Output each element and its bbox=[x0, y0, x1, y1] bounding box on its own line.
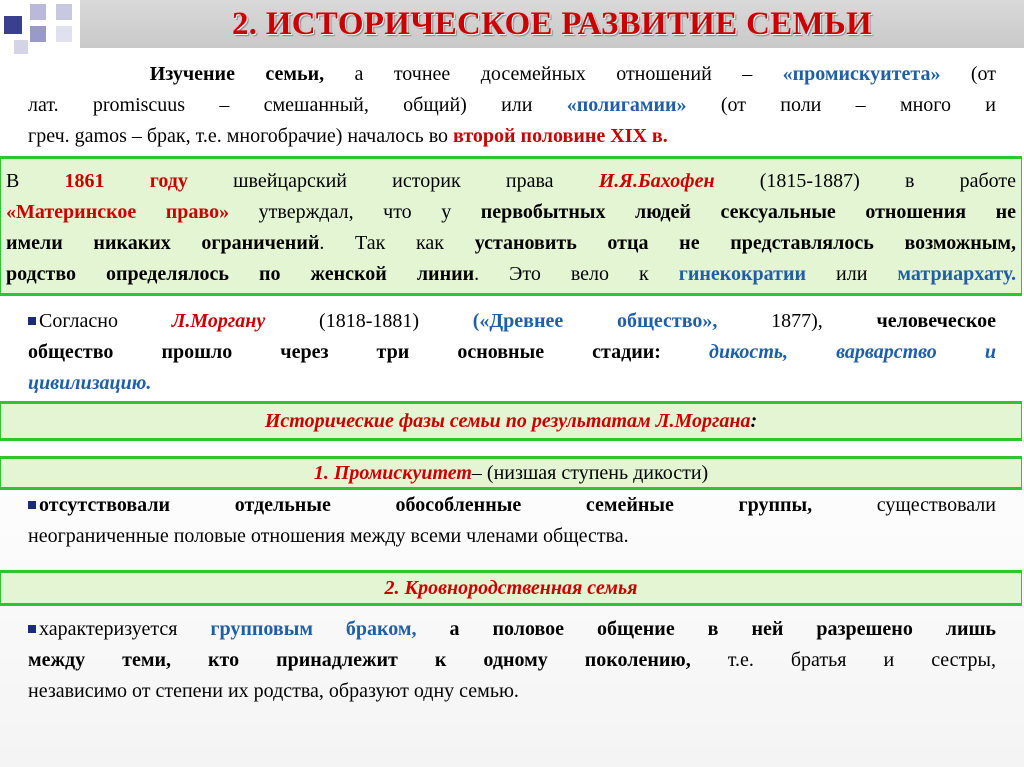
phase2-line-2 bbox=[28, 645, 996, 676]
intro-term-study: Изучение семьи, bbox=[149, 63, 325, 85]
intro-text: лат. promiscuus – смешанный, общий) или bbox=[28, 94, 567, 116]
bachofen-line-4 bbox=[6, 259, 1016, 290]
phases-header-colon: : bbox=[750, 409, 758, 432]
phase1-subtitle: – (низшая ступень дикости) bbox=[471, 461, 709, 484]
bachofen-text: В bbox=[6, 170, 65, 192]
bachofen-text: швейцарский историк права bbox=[187, 170, 599, 192]
bachofen-bold: первобытных людей сексуальные отношения не bbox=[480, 201, 1016, 223]
intro-text: (от bbox=[940, 63, 997, 85]
bachofen-line-1 bbox=[6, 166, 1016, 197]
phase1-text: неограниченные половые отношения между всеми членами общества. bbox=[28, 525, 629, 547]
morgan-stages: дикость, варварство и bbox=[709, 341, 996, 363]
morgan-text: 1877), bbox=[717, 310, 877, 332]
intro-text: а точнее досемейных отношений – bbox=[324, 63, 783, 85]
bachofen-name: И.Я.Бахофен bbox=[598, 170, 715, 192]
bachofen-work: «Материнское право» bbox=[6, 201, 230, 223]
phase2-term-group-marriage: групповым браком, bbox=[210, 618, 417, 640]
bachofen-line-3 bbox=[6, 228, 1016, 259]
phase2-text: характеризуется bbox=[39, 618, 211, 640]
phase1-title: 1. Промискуитет bbox=[313, 461, 472, 484]
bachofen-bold: установить отца не представлялось возможным, bbox=[474, 232, 1017, 254]
bachofen-term-gynecocracy: гинекократии bbox=[678, 263, 807, 285]
bullet-icon bbox=[28, 625, 36, 633]
phase1-line-1 bbox=[28, 490, 996, 521]
bachofen-line-2 bbox=[6, 197, 1016, 228]
bachofen-text: . Так как bbox=[319, 232, 475, 254]
morgan-space bbox=[661, 341, 709, 363]
bachofen-term-matriarchy: матриархату. bbox=[897, 263, 1016, 285]
morgan-line-2 bbox=[28, 337, 996, 368]
phases-header bbox=[0, 401, 1022, 441]
phase2-title: 2. Кровнородственная семья bbox=[384, 576, 638, 599]
phase1-bold: отсутствовали отдельные обособленные семейные группы, bbox=[39, 494, 813, 516]
bachofen-text: утверждал, что у bbox=[229, 201, 481, 223]
logo-squares bbox=[0, 0, 80, 60]
morgan-bold: общество прошло через три основные стадии: bbox=[28, 341, 661, 363]
phase2-line-1 bbox=[28, 614, 996, 645]
slide-title: 2. ИСТОРИЧЕСКОЕ РАЗВИТИЕ СЕМЬИ bbox=[80, 0, 1024, 48]
bachofen-text: (1815-1887) в работе bbox=[714, 170, 1017, 192]
bachofen-bold: родство определялось по женской линии bbox=[6, 263, 475, 285]
phase2-paragraph bbox=[28, 614, 996, 707]
phase1-line-2 bbox=[28, 521, 996, 552]
phases-header-text: Исторические фазы семьи по результатам Л.Моргана bbox=[264, 409, 751, 432]
phase2-text: независимо от степени их родства, образуют одну семью. bbox=[28, 680, 519, 702]
morgan-bold: человеческое bbox=[876, 310, 996, 332]
bullet-icon bbox=[28, 501, 36, 509]
bachofen-text: или bbox=[806, 263, 898, 285]
intro-line-3 bbox=[28, 121, 996, 152]
phase1-header bbox=[0, 456, 1022, 490]
bullet-icon bbox=[28, 317, 36, 325]
phase2-space bbox=[417, 618, 450, 640]
intro-line-2 bbox=[28, 90, 996, 121]
phase2-header bbox=[0, 570, 1022, 606]
bachofen-paragraph bbox=[6, 166, 1016, 290]
bachofen-text: . Это вело к bbox=[474, 263, 679, 285]
morgan-text: Согласно bbox=[39, 310, 172, 332]
phase2-bold: между теми, кто принадлежит к одному поколению, bbox=[28, 649, 691, 671]
phase1-text: существовали bbox=[812, 494, 996, 516]
bachofen-bold: имели никаких ограничений bbox=[6, 232, 320, 254]
intro-line-1 bbox=[28, 59, 996, 90]
phase1-paragraph bbox=[28, 490, 996, 552]
intro-text: греч. gamos – брак, т.е. многобрачие) началось во bbox=[28, 125, 454, 147]
intro-term-promiscuity: «промискуитета» bbox=[782, 63, 941, 85]
phase2-line-3 bbox=[28, 676, 996, 707]
morgan-stage-civilization: цивилизацию. bbox=[28, 372, 152, 394]
morgan-line-1 bbox=[28, 306, 996, 337]
intro-term-period: второй половине XIX в. bbox=[453, 125, 668, 147]
morgan-paragraph bbox=[28, 306, 996, 399]
intro-term-polygamy: «полигамии» bbox=[566, 94, 687, 116]
intro-paragraph bbox=[28, 59, 996, 152]
phase2-text: т.е. братья и сестры, bbox=[690, 649, 996, 671]
morgan-line-3 bbox=[28, 368, 996, 399]
phase2-bold: а половое общение в ней разрешено лишь bbox=[449, 618, 997, 640]
morgan-name: Л.Моргану bbox=[171, 310, 266, 332]
morgan-work: («Древнее общество», bbox=[472, 310, 718, 332]
morgan-text: (1818-1881) bbox=[265, 310, 473, 332]
bachofen-year: 1861 году bbox=[64, 170, 188, 192]
intro-text: (от поли – много и bbox=[686, 94, 997, 116]
